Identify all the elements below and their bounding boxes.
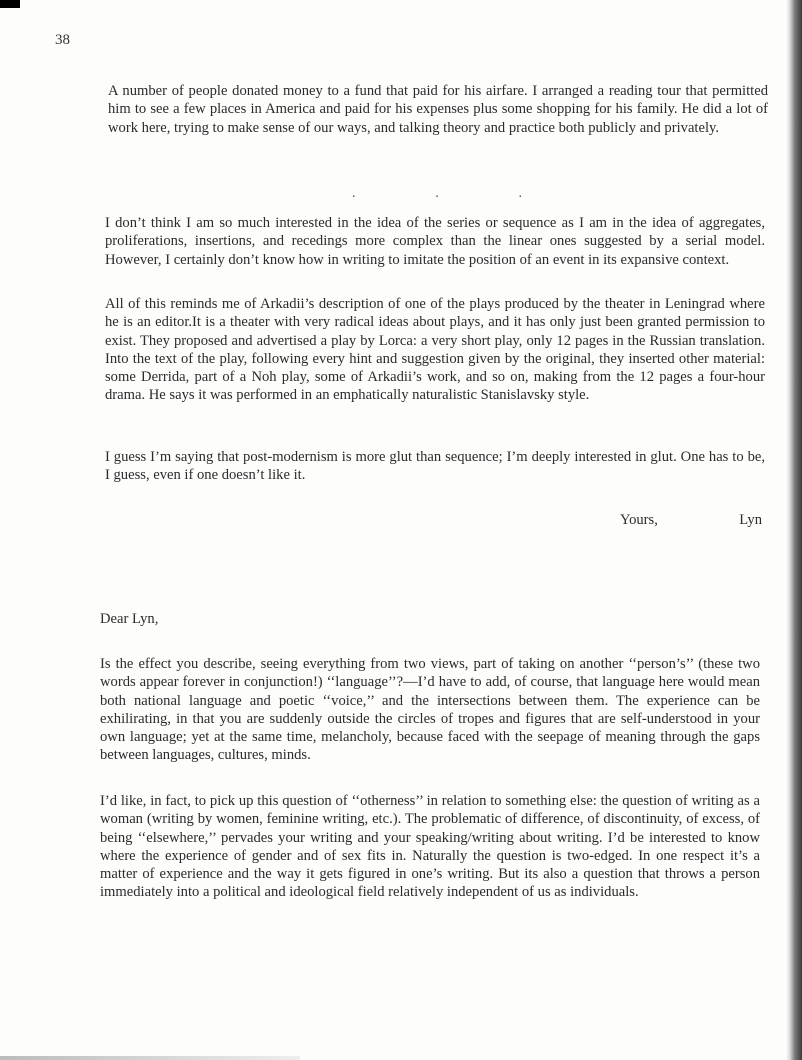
letter-two-paragraph-1: Is the effect you describe, seeing everything from two views, part of taking on another ‘‘person’s’’ (these two words appear forever in conjunction!) ‘‘language’’?—I’d have to add, of course, that language here would mean both national language and poetic ‘‘voice,’’ and the intersections between them. The experience can be exhilirating, in that you are suddenly outside the circles of tropes and figures that are self-understood in your own language; yet at the same time, melancholy, because faced with the seepage of meaning through the gaps between languages, cultures, minds. (100, 656, 760, 764)
section-break (352, 186, 522, 202)
signature: Lyn (739, 512, 762, 528)
letter-one-paragraph-1: A number of people donated money to a fund that paid for his airfare. I arranged a reading tour that permitted him to see a few places in America and paid for his expenses plus some shopping for his family. He did a lot of work here, trying to make sense of our ways, and talking theory and practice both publicly and privately. (108, 83, 768, 136)
scan-corner-shadow (0, 0, 20, 8)
scan-bottom-shadow (0, 1056, 300, 1060)
section-break-dot: . (518, 186, 522, 201)
letter-one-paragraph-3: All of this reminds me of Arkadii’s description of one of the plays produced by the theater in Leningrad where he is an editor.It is a theater with very radical ideas about plays, and it has only just been granted permission to exist. They proposed and advertised a play by Lorca: a very short play, only 12 pages in the Russian translation. Into the text of the play, following every hint and suggestion given by the original, they inserted other material: some Derrida, part of a Noh play, some of Arkadii’s work, and so on, making from the 12 pages a four-hour drama. He says it was performed in an emphatically naturalistic Stanislavsky style. (105, 296, 765, 404)
letter-one-signoff (620, 512, 762, 529)
page-number: 38 (55, 32, 70, 48)
letter-two-salutation: Dear Lyn, (100, 611, 159, 627)
letter-one-paragraph-4: I guess I’m saying that post-modernism is more glut than sequence; I’m deeply interested in glut. One has to be, I guess, even if one doesn’t like it. (105, 449, 765, 484)
section-break-dot: . (352, 186, 356, 201)
closing: Yours, (620, 512, 658, 528)
letter-one-paragraph-2: I don’t think I am so much interested in the idea of the series or sequence as I am in the idea of aggregates, proliferations, insertions, and recedings more complex than the linear ones suggested by a serial model. However, I certainly don’t know how in writing to imitate the position of an event in its expansive context. (105, 215, 765, 268)
section-break-dot: . (435, 186, 439, 201)
page-binding-edge (786, 0, 802, 1060)
letter-two-paragraph-2: I’d like, in fact, to pick up this question of ‘‘otherness’’ in relation to something else: the question of writing as a woman (writing by women, feminine writing, etc.). The problematic of difference, of discontinuity, of excess, of being ‘‘elsewhere,’’ pervades your writing and your speaking/writing about writing. I’d be interested to know where the experience of gender and of sex fits in. Naturally the question is two-edged. In one respect it’s a matter of experience and the way it gets figured in one’s writing. But its also a question that throws a person immediately into a political and ideological field relatively independent of us as individuals. (100, 793, 760, 901)
